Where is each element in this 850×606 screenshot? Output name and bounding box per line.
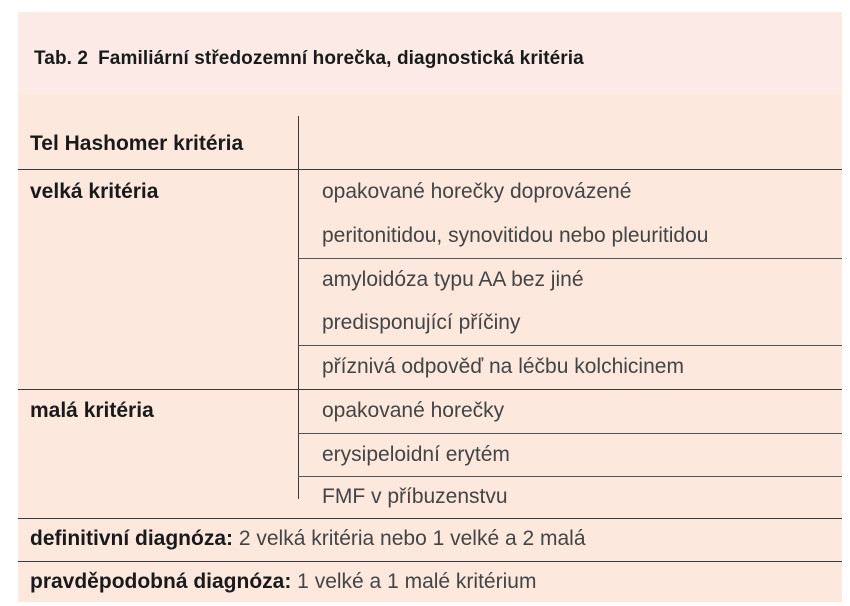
table-title	[34, 48, 584, 70]
minor-item-separator	[298, 433, 842, 434]
header-bottom-rule	[18, 169, 842, 170]
probable-diagnosis-row	[30, 570, 536, 594]
minor-item-2: erysipeloidní erytém	[322, 443, 510, 466]
major-item-2-line-2: predisponující příčiny	[322, 311, 521, 334]
table-header-band	[18, 12, 842, 94]
minor-criteria-label: malá kritéria	[30, 399, 154, 422]
minor-section-bottom-rule	[18, 518, 842, 519]
definitive-bottom-rule	[18, 561, 842, 562]
column-divider	[298, 116, 299, 499]
definitive-diagnosis-label: definitivní diagnóza:	[30, 527, 233, 550]
minor-item-separator	[298, 476, 842, 477]
probable-diagnosis-text: 1 velké a 1 malé kritérium	[291, 570, 537, 593]
major-item-2-line-1: amyloidóza typu AA bez jiné	[322, 268, 584, 291]
definitive-diagnosis-text: 2 velká kritéria nebo 1 velké a 2 malá	[233, 527, 586, 550]
major-item-1-line-2: peritonitidou, synovitidou nebo pleuritidou	[322, 224, 709, 247]
major-item-1-line-1: opakované horečky doprovázené	[322, 180, 632, 203]
major-item-separator	[298, 258, 842, 259]
table-title-text: Familiární středozemní horečka, diagnostická kritéria	[98, 48, 584, 69]
table-body	[18, 94, 842, 602]
major-criteria-label: velká kritéria	[30, 180, 159, 203]
major-section-bottom-rule	[18, 389, 842, 390]
major-item-separator	[298, 345, 842, 346]
definitive-diagnosis-row	[30, 527, 586, 551]
table-number: Tab. 2	[34, 48, 89, 69]
probable-diagnosis-label: pravděpodobná diagnóza:	[30, 570, 292, 593]
minor-item-1: opakované horečky	[322, 399, 505, 422]
table-container	[18, 12, 842, 602]
criteria-header: Tel Hashomer kritéria	[30, 132, 244, 155]
major-item-3: příznivá odpověď na léčbu kolchicinem	[322, 355, 684, 378]
minor-item-3: FMF v příbuzenstvu	[322, 485, 508, 508]
